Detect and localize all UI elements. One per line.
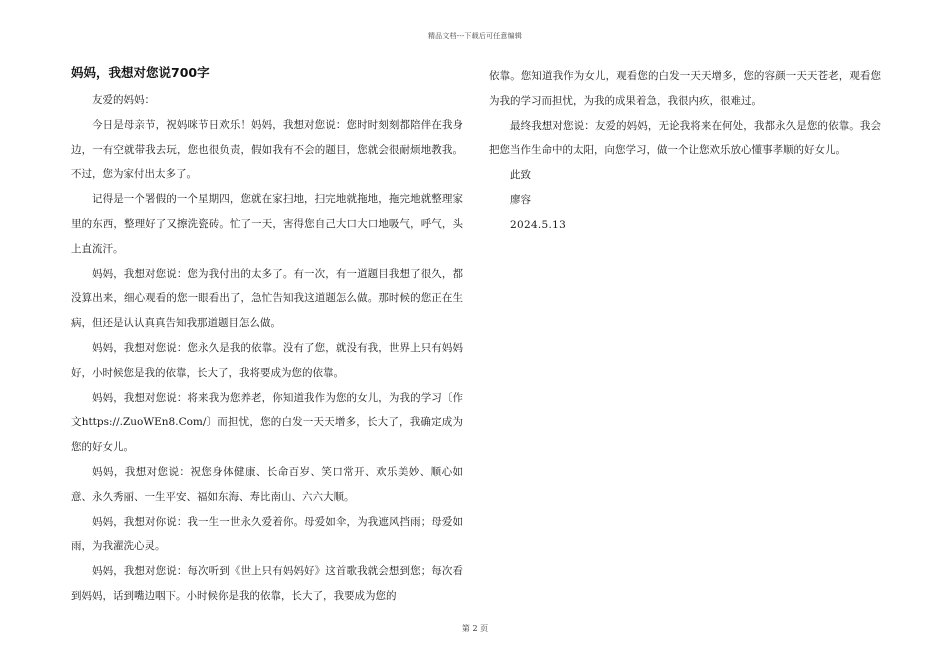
left-column <box>71 64 463 609</box>
paragraph-4: 妈妈，我想对您说：您永久是我的依靠。没有了您，就没有我，世界上只有妈妈好，小时候您是我的依靠，长大了，我将要成为您的依靠。 <box>71 341 463 379</box>
greeting: 友爱的妈妈： <box>92 94 155 106</box>
page-header: 精品文档---下载后可任意编辑 <box>427 32 523 40</box>
paragraph-6: 妈妈，我想对您说：祝您身体健康、长命百岁、笑口常开、欢乐美妙、顺心如意、永久秀丽、一生平安、福如东海、寿比南山、六六大顺。 <box>71 465 463 503</box>
paragraph-7: 妈妈，我想对你说：我一生一世永久爱着你。母爱如伞，为我遮风挡雨；母爱如雨，为我濯洗心灵。 <box>71 515 463 553</box>
closing-paragraph: 最终我想对您说：友爱的妈妈，无论我将来在何处，我都永久是您的依靠。我会把您当作生命中的太阳，向您学习，做一个让您欢乐放心懂事孝顺的好女儿。 <box>489 119 881 157</box>
paragraph-3: 妈妈，我想对您说：您为我付出的太多了。有一次，有一道题目我想了很久，都没算出来，细心观看的您一眼看出了，急忙告知我这道题怎么做。那时候的您正在生病，但还是认认真真告知我那道题目怎么做。 <box>71 267 463 330</box>
paragraph-1: 今日是母亲节，祝妈咪节日欢乐！妈妈，我想对您说：您时时刻刻都陪伴在我身边，一有空就带我去玩，您也很负责，假如我有不会的题目，您就会很耐烦地教我。不过，您为家付出太多了。 <box>71 118 463 181</box>
paragraph-5: 妈妈，我想对您说：将来我为您养老，你知道我作为您的女儿，为我的学习〔作文https://.ZuoWEn8.Com/〕而担忧，您的白发一天天增多，长大了，我确定成为您的好女儿。 <box>71 391 463 454</box>
page-number: 第 2 页 <box>461 624 489 633</box>
right-column <box>489 64 881 238</box>
paragraph-2: 记得是一个署假的一个星期四，您就在家扫地，扫完地就拖地，拖完地就整理家里的东西，整理好了又擦洗瓷砖。忙了一天，害得您自己大口大口地吸气，呼气，头上直流汗。 <box>71 193 463 255</box>
article-title: 妈妈，我想对您说700字 <box>71 65 210 80</box>
paragraph-8: 妈妈，我想对您说：每次听到《世上只有妈妈好》这首歌我就会想到您；每次看到妈妈，话到嘴边咽下。小时候你是我的依靠，长大了，我要成为您的 <box>71 565 463 602</box>
paragraph-8-continued: 依靠。您知道我作为女儿，观看您的白发一天天增多，您的容颜一天天苍老，观看您为我的学习而担忧，为我的成果着急，我很内疚，很难过。 <box>489 70 881 107</box>
letter-date: 2024.5.13 <box>510 218 567 231</box>
author-name: 廖容 <box>510 193 531 206</box>
salutation: 此致 <box>510 169 531 182</box>
